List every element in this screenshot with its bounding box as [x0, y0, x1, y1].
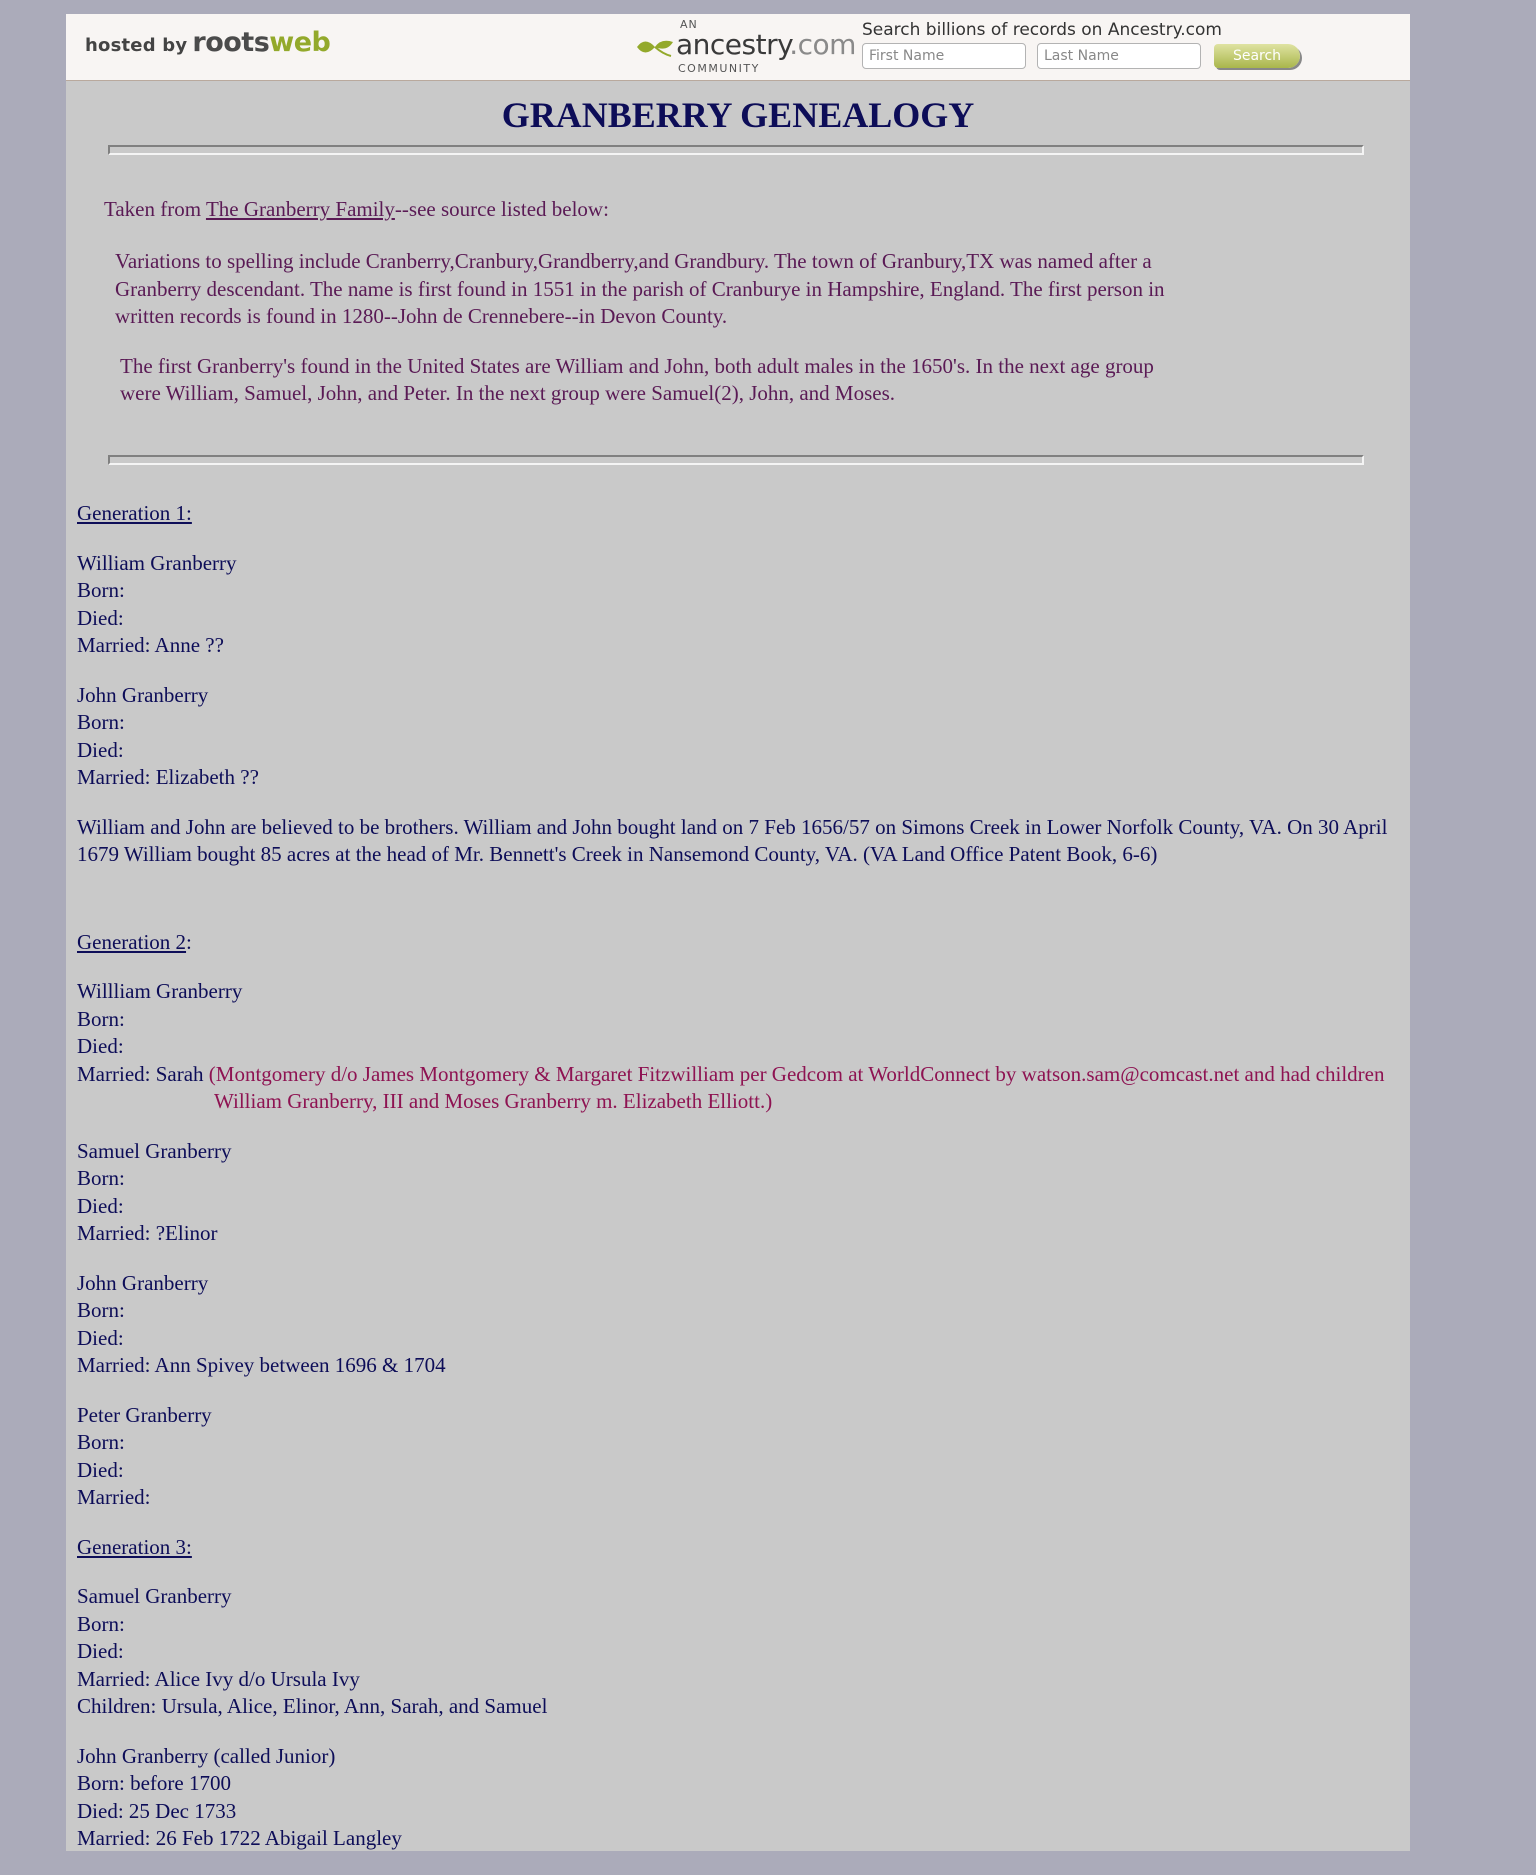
person-married: Married: 26 Feb 1722 Abigail Langley — [77, 1826, 402, 1850]
person-died: Died: — [77, 1325, 124, 1350]
generation-1-heading: Generation 1: — [77, 501, 192, 525]
married-note-children: William Granberry, III and Moses Granberry m. Elizabeth Elliott.) — [214, 1089, 773, 1113]
generation-heading — [77, 1534, 1392, 1562]
generation-2-heading: Generation 2 — [77, 929, 187, 954]
ancestry-wordmark — [676, 28, 856, 61]
source-line — [104, 197, 1324, 222]
source-prefix: Taken from — [104, 197, 206, 221]
ancestry-wordmark-name: ancestry — [676, 28, 790, 61]
generation-2-colon: : — [186, 929, 192, 954]
rootsweb-wordmark-roots: roots — [192, 27, 270, 58]
person-married: Married: ?Elinor — [77, 1221, 218, 1245]
person-born: Born: — [77, 578, 125, 602]
page-body — [66, 14, 1410, 1851]
married-note: (Montgomery d/o James Montgomery & Margaret Fitzwilliam per Gedcom at WorldConnect by watson.sam@comcast.net and had children — [208, 1061, 1385, 1086]
search-button[interactable]: Search — [1214, 44, 1300, 68]
ancestry-community-label: COMMUNITY — [678, 62, 760, 75]
person-name: Samuel Granberry — [77, 1584, 232, 1608]
intro-section — [104, 197, 1324, 408]
person-name: Willliam Granberry — [77, 979, 243, 1003]
person-died: Died: — [77, 1639, 124, 1663]
generation-3-heading: Generation 3: — [77, 1534, 192, 1559]
ancestry-wordmark-tld: .com — [789, 28, 856, 61]
page-title: GRANBERRY GENEALOGY — [501, 95, 975, 135]
person-name: Peter Granberry — [77, 1402, 212, 1427]
person-married: Married: Ann Spivey between 1696 & 1704 — [77, 1353, 446, 1377]
person-born: Born: — [77, 1430, 125, 1454]
rootsweb-wordmark-web: web — [269, 27, 331, 58]
person-entry — [77, 550, 1392, 660]
generation-heading — [77, 500, 1392, 528]
generation-heading — [77, 929, 1392, 957]
generation-note: William and John are believed to be brothers. William and John bought land on 7 Feb 1656/57 on Simons Creek in Lower Norfolk County, VA. On 30 April 1679 William bought 85 acres at the head of Mr. Bennett's Creek in Nansemond County, VA. (VA Land Office Patent Book, 6-6) — [77, 814, 1388, 866]
search-label: Search billions of records on Ancestry.com — [862, 20, 1222, 40]
person-entry — [77, 1583, 1392, 1721]
person-died: Died: 25 Dec 1733 — [77, 1798, 237, 1823]
rootsweb-logo[interactable] — [85, 27, 330, 58]
person-born: Born: — [77, 1006, 125, 1031]
person-born: Born: — [77, 1298, 125, 1322]
person-married: Married: Elizabeth ?? — [77, 765, 259, 789]
rootsweb-header-bar — [66, 14, 1410, 81]
person-name: William Granberry — [77, 550, 237, 575]
person-born: Born: — [77, 1611, 125, 1636]
person-died: Died: — [77, 605, 124, 630]
person-name: John Granberry — [77, 682, 209, 707]
divider — [108, 455, 1364, 465]
person-entry — [77, 1138, 1392, 1248]
person-married: Married: Sarah — [77, 1061, 209, 1086]
person-name: John Granberry (called Junior) — [77, 1743, 336, 1768]
person-children: Children: Ursula, Alice, Elinor, Ann, Sarah, and Samuel — [77, 1694, 548, 1718]
person-entry — [77, 1270, 1392, 1380]
person-entry — [77, 978, 1392, 1116]
first-name-input[interactable] — [862, 43, 1026, 69]
person-born: Born: before 1700 — [77, 1771, 231, 1795]
person-died: Died: — [77, 1457, 124, 1482]
source-link[interactable]: The Granberry Family — [205, 197, 395, 221]
ancestry-community-logo[interactable] — [635, 16, 855, 78]
person-died: Died: — [77, 1193, 124, 1218]
generations-list — [77, 500, 1392, 1875]
person-entry — [77, 1402, 1392, 1512]
person-died: Died: — [77, 1034, 124, 1058]
source-suffix: --see source listed below: — [394, 197, 609, 221]
hosted-by-label: hosted by — [85, 35, 188, 56]
person-entry — [77, 682, 1392, 792]
ancestry-an-label: AN — [680, 18, 698, 31]
person-died: Died: — [77, 737, 124, 762]
spacer — [77, 891, 1392, 929]
person-name: John Granberry — [77, 1270, 209, 1295]
divider — [108, 145, 1364, 155]
person-name: Samuel Granberry — [77, 1138, 232, 1163]
last-name-input[interactable] — [1037, 43, 1201, 69]
ancestry-leaf-icon — [635, 34, 675, 60]
intro-paragraph-first-settlers: The first Granberry's found in the United States are William and John, both adult males in the 1650's. In the next age group were William, Samuel, John, and Peter. In the next group were Samuel(2), John, and Moses. — [120, 353, 1154, 405]
person-entry — [77, 1743, 1392, 1853]
person-married: Married: Alice Ivy d/o Ursula Ivy — [77, 1666, 360, 1691]
person-born: Born: — [77, 710, 125, 734]
person-born: Born: — [77, 1166, 125, 1190]
intro-paragraph-spelling: Variations to spelling include Cranberry,Cranbury,Grandberry,and Grandbury. The town of Granbury,TX was named after a Granberry descendant. The name is first found in 1551 in the parish of Cranburye in Hampshire, England. The first person in written records is found in 1280--John de Crennebere--in Devon County. — [115, 249, 1165, 328]
person-married: Married: Anne ?? — [77, 633, 224, 657]
person-married: Married: — [77, 1485, 151, 1509]
